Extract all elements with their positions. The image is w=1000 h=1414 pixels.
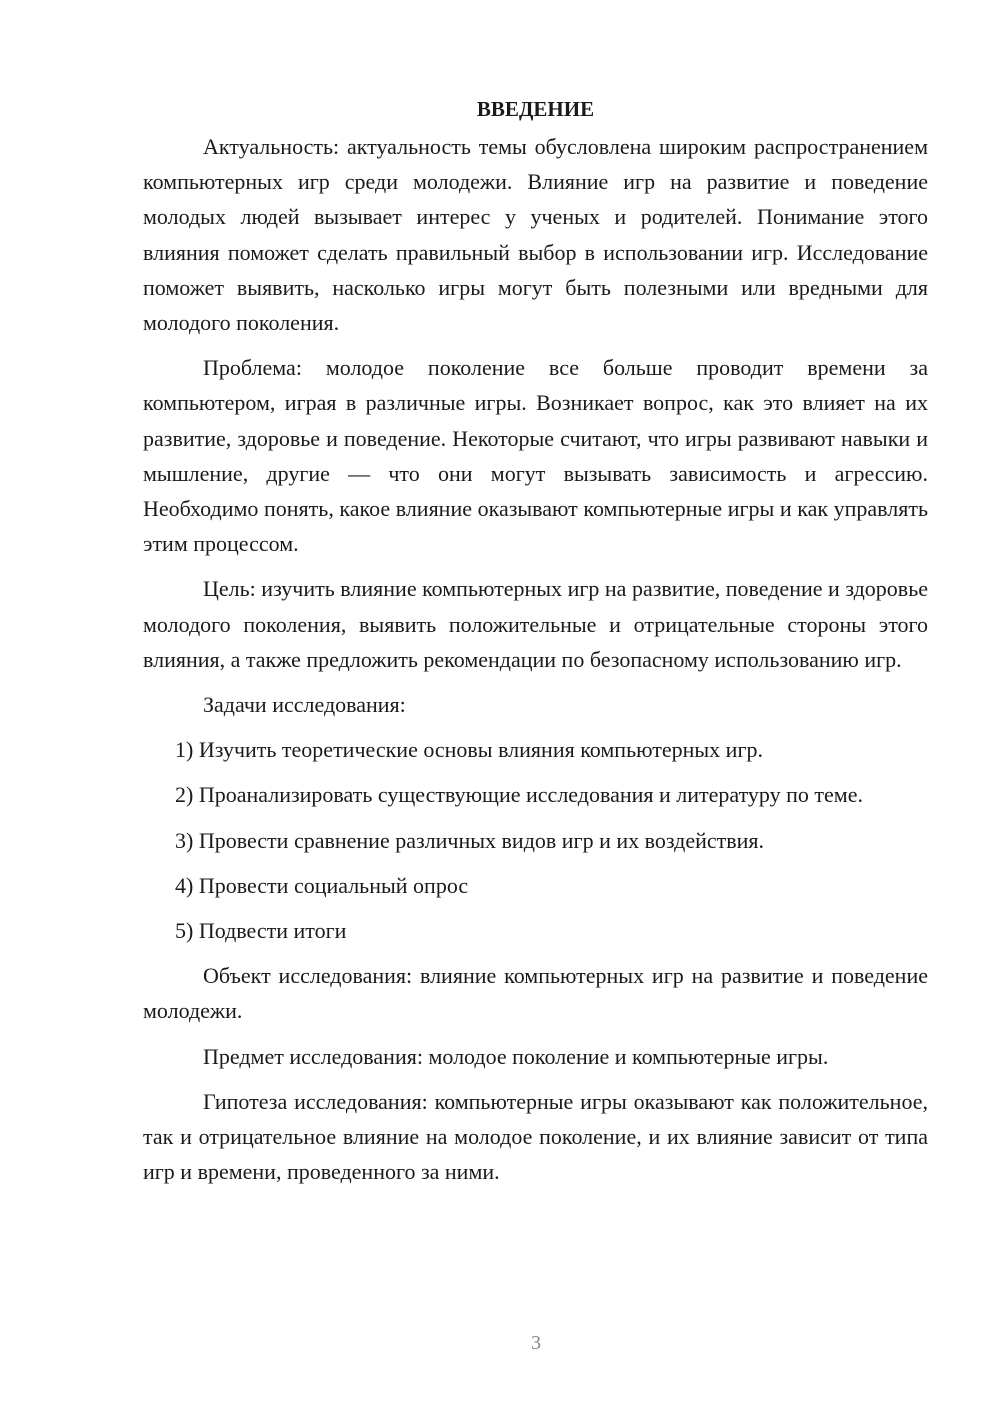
page-title: ВВЕДЕНИЕ: [476, 97, 595, 121]
problem-paragraph: Проблема: молодое поколение все больше проводит времени за компьютером, играя в различные игры. Возникает вопрос, как это влияет на их развитие, здоровье и поведение. Некоторые считают, что игры развивают навыки и мышление, другие — что они могут вызывать зависимость и агрессию. Необходимо понять, какое влияние оказывают компьютерные игры и как управлять этим процессом.: [143, 355, 928, 557]
goal-paragraph: Цель: изучить влияние компьютерных игр на развитие, поведение и здоровье молодого поколения, выявить положительные и отрицательные стороны этого влияния, а также предложить рекомендации по безопасному использованию игр.: [143, 576, 928, 672]
page-content: [143, 92, 928, 1199]
page-number: 3: [531, 1332, 541, 1354]
hypothesis-paragraph: Гипотеза исследования: компьютерные игры оказывают как положительное, так и отрицательное влияние на молодое поколение, и их влияние зависит от типа игр и времени, проведенного за ними.: [143, 1088, 928, 1185]
task-item: 3) Провести сравнение различных видов игр и их воздействия.: [175, 827, 765, 853]
relevance-paragraph: Актуальность: актуальность темы обусловлена широким распространением компьютерных игр среди молодежи. Влияние игр на развитие и поведение молодых людей вызывает интерес у ученых и родителей. Понимание этого влияния поможет сделать правильный выбор в использовании игр. Исследование поможет выявить, насколько игры могут быть полезными или вредными для молодого поколения.: [143, 134, 928, 336]
task-item: 1) Изучить теоретические основы влияния компьютерных игр.: [175, 737, 763, 763]
subject-paragraph: Предмет исследования: молодое поколение и компьютерные игры.: [203, 1043, 829, 1069]
task-item: 2) Проанализировать существующие исследования и литературу по теме.: [175, 782, 863, 808]
tasks-heading: Задачи исследования:: [203, 692, 406, 718]
task-item: 4) Провести социальный опрос: [175, 872, 469, 898]
object-paragraph: Объект исследования: влияние компьютерных игр на развитие и поведение молодежи.: [143, 963, 928, 1024]
task-item: 5) Подвести итоги: [175, 918, 347, 944]
